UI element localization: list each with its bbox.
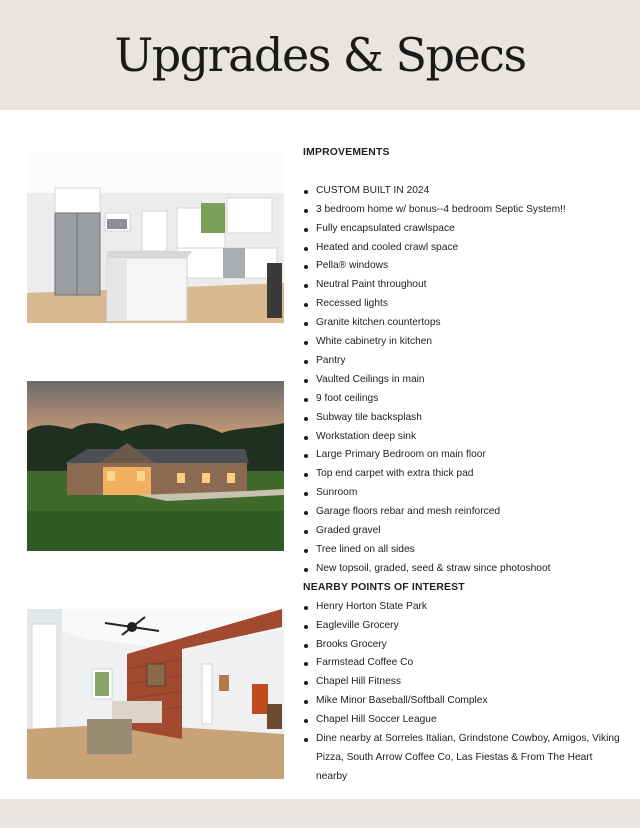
list-item: Graded gravel [303,522,623,541]
list-item: New topsoil, graded, seed & straw since photoshoot [303,560,623,579]
specs-list-panel [303,144,623,787]
list-item: Large Primary Bedroom on main floor [303,446,623,465]
page-title: Upgrades & Specs [114,28,526,82]
list-item: Workstation deep sink [303,428,623,447]
list-item: Neutral Paint throughout [303,276,623,295]
points-of-interest-list [303,598,623,787]
list-item: 3 bedroom home w/ bonus--4 bedroom Septic System!! [303,201,623,220]
list-item: Fully encapsulated crawlspace [303,220,623,239]
header-band [0,0,640,110]
list-item: Pantry [303,352,623,371]
list-item: Garage floors rebar and mesh reinforced [303,503,623,522]
list-item: Granite kitchen countertops [303,314,623,333]
list-item: Subway tile backsplash [303,409,623,428]
improvements-heading: IMPROVEMENTS [303,147,390,158]
list-item: Eagleville Grocery [303,617,623,636]
living-room-photo [27,609,284,779]
list-item: Mike Minor Baseball/Softball Complex [303,692,623,711]
list-item: Brooks Grocery [303,636,623,655]
list-item: Top end carpet with extra thick pad [303,465,623,484]
list-item: 9 foot ceilings [303,390,623,409]
points-of-interest-heading: NEARBY POINTS OF INTEREST [303,581,465,593]
list-item: Henry Horton State Park [303,598,623,617]
footer-band [0,799,640,828]
list-item: Farmstead Coffee Co [303,654,623,673]
list-item: White cabinetry in kitchen [303,333,623,352]
list-item: CUSTOM BUILT IN 2024 [303,182,623,201]
list-item: Vaulted Ceilings in main [303,371,623,390]
list-item: Recessed lights [303,295,623,314]
exterior-photo [27,381,284,551]
list-item: Pella® windows [303,257,623,276]
list-item: Sunroom [303,484,623,503]
list-item: Dine nearby at Sorreles Italian, Grindstone Cowboy, Amigos, Viking Pizza, South Arrow Coffee Co, Las Fiestas & From The Heart nearby [303,730,623,787]
list-item: Chapel Hill Soccer League [303,711,623,730]
list-item: Heated and cooled crawl space [303,239,623,258]
kitchen-photo [27,153,284,323]
improvements-list [303,182,623,579]
list-item: Tree lined on all sides [303,541,623,560]
list-item: Chapel Hill Fitness [303,673,623,692]
